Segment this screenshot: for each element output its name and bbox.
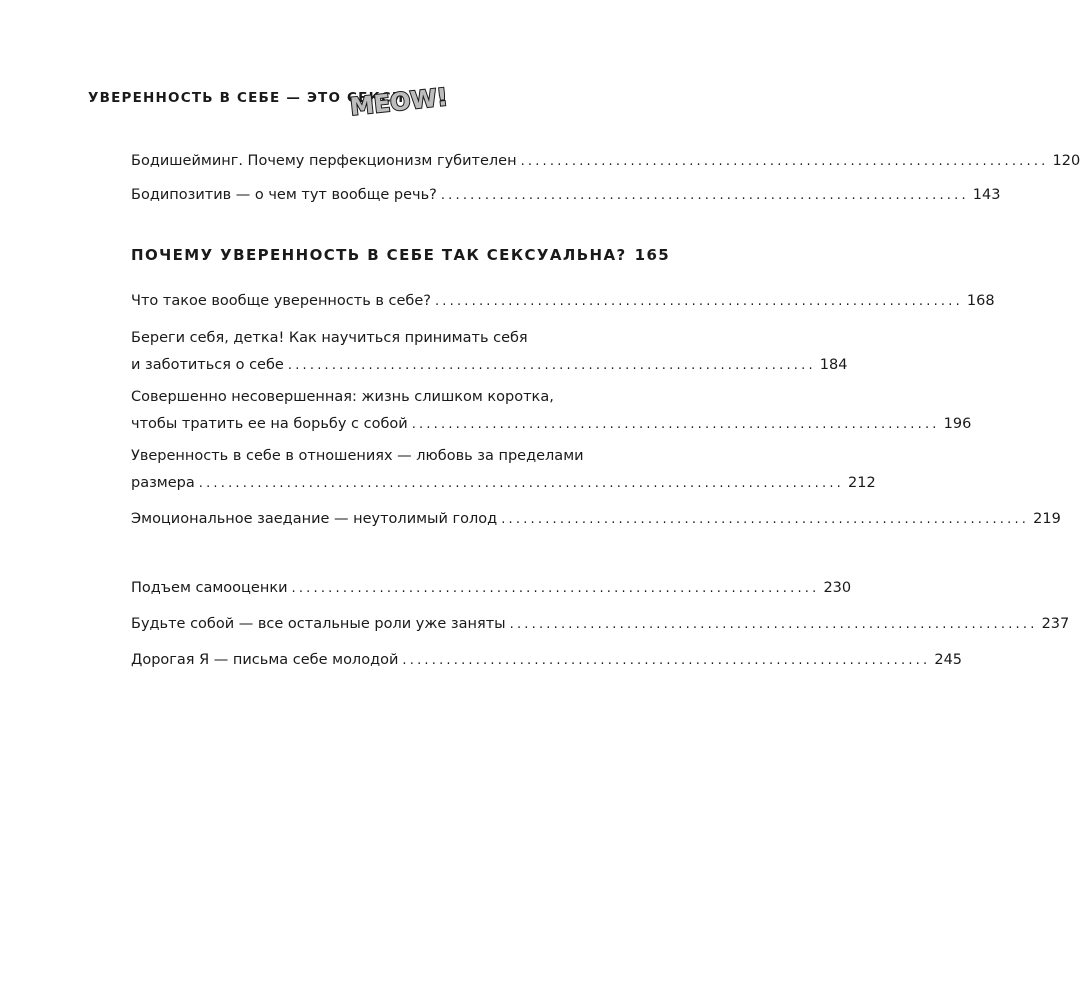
toc-entry-title: Подъем самооценки	[131, 580, 288, 596]
toc-entry-page: 212	[848, 475, 876, 491]
toc-entry-title-line: Совершенно несовершенная: жизнь слишком коротка,	[131, 389, 554, 405]
toc-entry-title: Эмоциональное заедание — неутолимый голод	[131, 511, 498, 527]
toc-entry-title: Бодипозитив — о чем тут вообще речь?	[131, 187, 437, 203]
toc-entry-page: 143	[972, 187, 1001, 203]
toc-entry[interactable]	[131, 506, 1061, 533]
toc-entry-page: 196	[943, 416, 972, 432]
leader-dots: ........................................................................	[501, 512, 1030, 527]
toc-chapter-page: 165	[634, 246, 671, 264]
toc-entry[interactable]	[131, 647, 963, 674]
leader-dots: ........................................................................	[287, 358, 816, 373]
leader-dots: ........................................................................	[434, 294, 963, 309]
toc-entry[interactable]	[131, 182, 1001, 209]
toc-entry-title: Будьте собой — все остальные роли уже заняты	[131, 616, 506, 632]
leader-dots: ........................................................................	[402, 653, 931, 668]
meow-badge-logo	[345, 81, 450, 128]
toc-entry-title: Дорогая Я — письма себе молодой	[131, 652, 399, 668]
toc-entry[interactable]	[131, 384, 972, 438]
leader-dots: ........................................................................	[520, 154, 1049, 169]
toc-entry-page: 237	[1041, 616, 1070, 632]
leader-dots: ........................................................................	[509, 617, 1038, 632]
toc-entry-page: 184	[819, 357, 848, 373]
toc-entry-page: 120	[1052, 153, 1080, 169]
toc-entry-title-line: Уверенность в себе в отношениях — любовь за пределами	[131, 448, 584, 464]
toc-entry[interactable]	[131, 443, 876, 497]
toc-entry[interactable]	[131, 575, 852, 602]
toc-entry-title-line: размера	[131, 475, 195, 491]
leader-dots: ........................................................................	[291, 581, 820, 596]
running-title: УВЕРЕННОСТЬ В СЕБЕ — ЭТО СЕКСИ	[88, 90, 405, 106]
leader-dots: ........................................................................................	[198, 476, 844, 491]
leader-dots: ........................................................................	[440, 188, 969, 203]
leader-dots: ........................................................................	[411, 417, 940, 432]
toc-entry[interactable]	[131, 288, 995, 315]
toc-entry-title-line: и заботиться о себе	[131, 357, 284, 373]
toc-entry-title-line: Береги себя, детка! Как научиться принимать себя	[131, 330, 528, 346]
toc-entry-page: 245	[934, 652, 963, 668]
toc-entry[interactable]	[131, 148, 1080, 175]
toc-chapter[interactable]	[131, 242, 671, 270]
toc-entry-page: 230	[823, 580, 852, 596]
toc-chapter-title: ПОЧЕМУ УВЕРЕННОСТЬ В СЕБЕ ТАК СЕКСУАЛЬНА?	[131, 246, 627, 264]
toc-entry-page: 168	[966, 293, 995, 309]
toc-entry-title-line: чтобы тратить ее на борьбу с собой	[131, 416, 408, 432]
toc-entry[interactable]	[131, 325, 848, 379]
toc-entry-page: 219	[1033, 511, 1061, 527]
toc-entry-title: Что такое вообще уверенность в себе?	[131, 293, 431, 309]
meow-badge-text: MEOW!	[348, 83, 450, 122]
toc-entry[interactable]	[131, 611, 1070, 638]
toc-entry-title: Бодишейминг. Почему перфекционизм губителен	[131, 153, 517, 169]
